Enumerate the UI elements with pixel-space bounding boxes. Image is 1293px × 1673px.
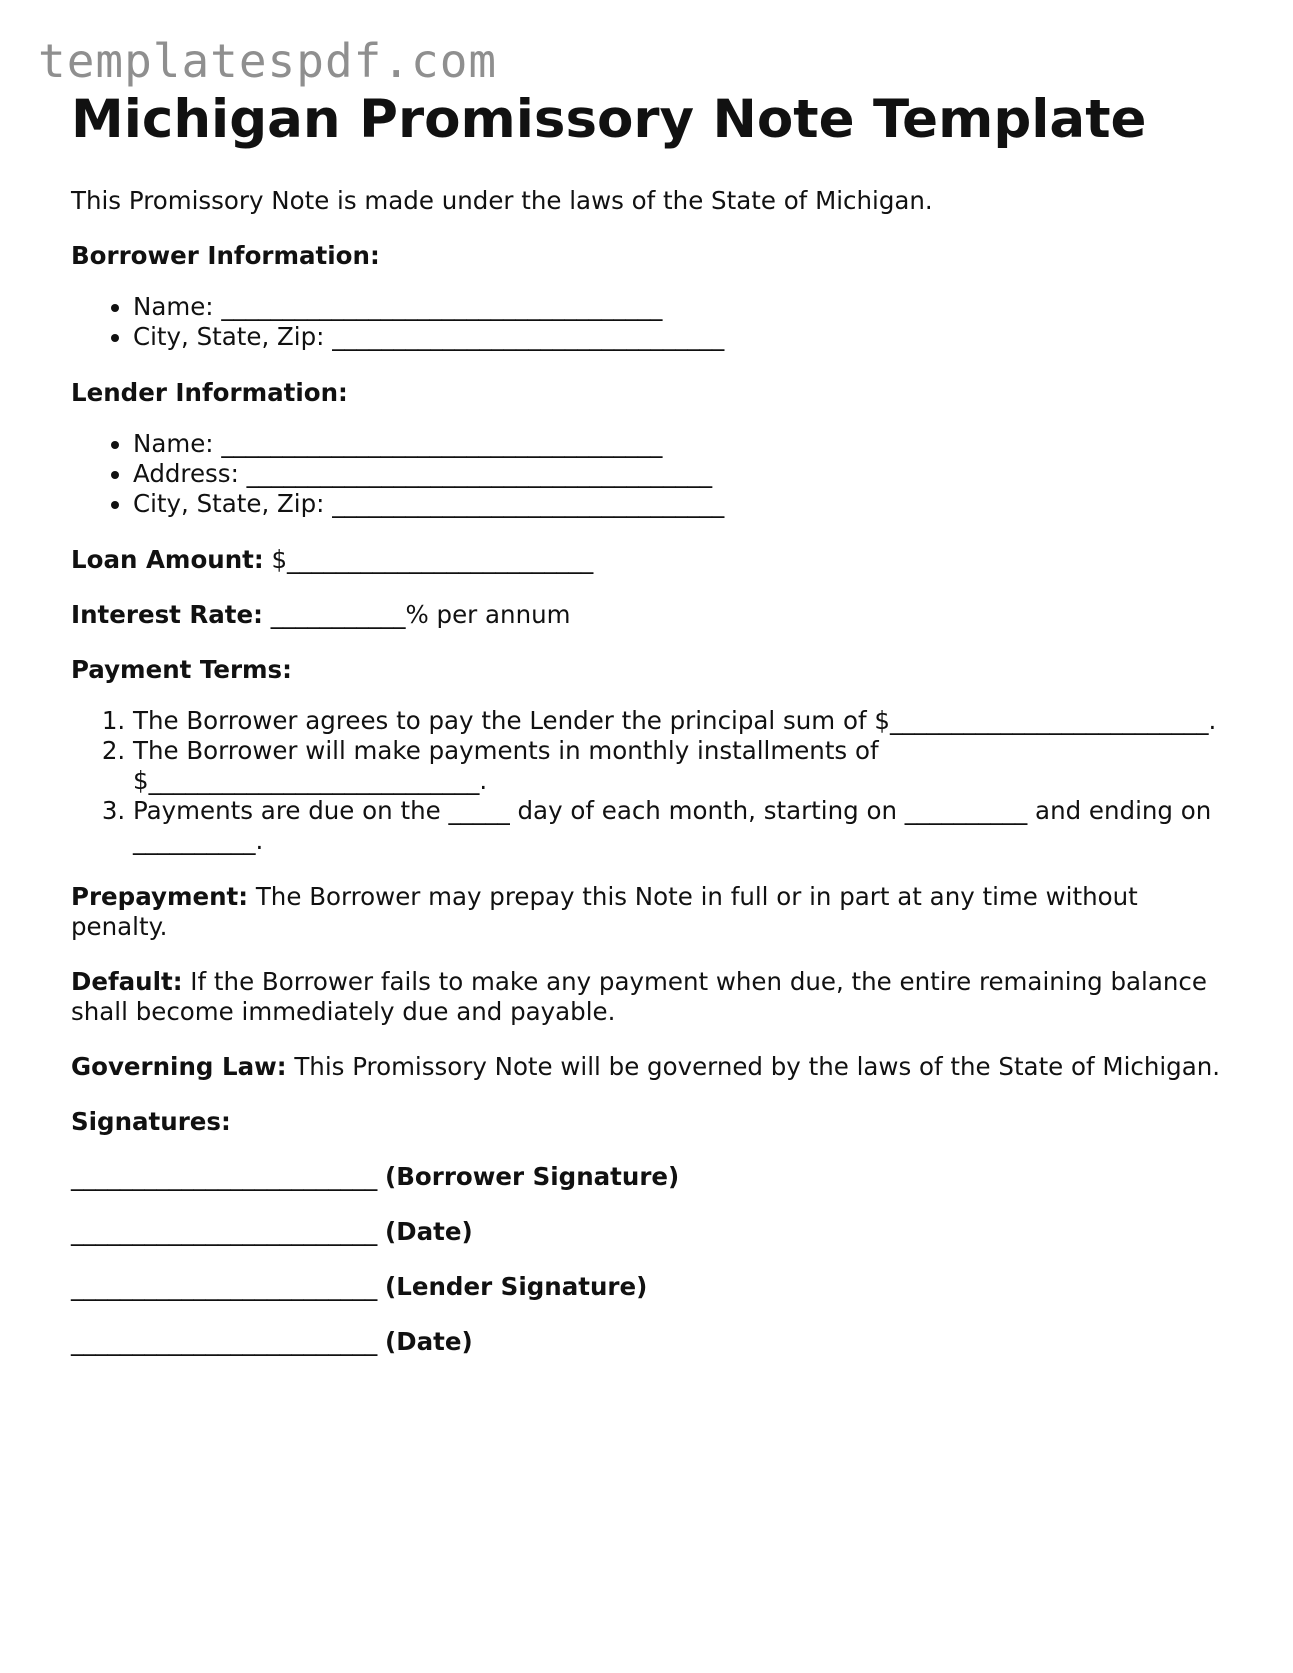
prepayment-text: The Borrower may prepay this Note in full or in part at any time without penalty. [71, 882, 1138, 941]
signature-caption: (Date) [385, 1327, 473, 1356]
prepayment-label: Prepayment: [71, 882, 249, 911]
loan-amount-value: $_________________________ [271, 545, 594, 574]
default-text: If the Borrower fails to make any payment when due, the entire remaining balance shall become immediately due and payable. [71, 967, 1207, 1026]
signature-caption: (Date) [385, 1217, 473, 1246]
intro-text: This Promissory Note is made under the laws of the State of Michigan. [71, 186, 933, 215]
payment-terms-heading: Payment Terms: [71, 655, 292, 684]
signature-caption: (Borrower Signature) [385, 1162, 680, 1191]
lender-heading: Lender Information: [71, 378, 348, 407]
prepayment-clause [71, 882, 1221, 942]
payment-term-item: 1. The Borrower agrees to pay the Lender the principal sum of $__________________________. [133, 706, 1221, 736]
interest-rate-value: ___________% per annum [270, 600, 571, 629]
governing-law-label: Governing Law: [71, 1052, 287, 1081]
payment-term-item: 3. Payments are due on the _____ day of each month, starting on __________ and ending on __________. [133, 796, 1221, 856]
borrower-city-field: • City, State, Zip: ________________________________ [133, 322, 1221, 352]
page-title: Michigan Promissory Note Template [71, 89, 1147, 150]
payment-term-item: 2. The Borrower will make payments in monthly installments of $___________________________. [133, 736, 1221, 796]
governing-law-text: This Promissory Note will be governed by the laws of the State of Michigan. [294, 1052, 1221, 1081]
loan-amount-label: Loan Amount: [71, 545, 264, 574]
default-label: Default: [71, 967, 183, 996]
interest-rate [71, 600, 1221, 630]
signature-caption: (Lender Signature) [385, 1272, 648, 1301]
borrower-heading: Borrower Information: [71, 241, 380, 270]
borrower-date-row [71, 1217, 1221, 1247]
borrower-signature-row [71, 1162, 1221, 1192]
default-clause [71, 967, 1221, 1027]
signature-line: _________________________ [71, 1162, 378, 1191]
loan-amount [71, 545, 1221, 575]
signature-line: _________________________ [71, 1272, 378, 1301]
interest-rate-label: Interest Rate: [71, 600, 263, 629]
watermark: templatespdf.com [38, 34, 498, 88]
signatures-heading: Signatures: [71, 1107, 231, 1136]
lender-signature-row [71, 1272, 1221, 1302]
document [71, 90, 1221, 1382]
borrower-name-field: • Name: ____________________________________ [133, 292, 1221, 322]
lender-name-field: • Name: ____________________________________ [133, 429, 1221, 459]
lender-fields [71, 429, 1221, 519]
lender-city-field: • City, State, Zip: ________________________________ [133, 489, 1221, 519]
signature-line: _________________________ [71, 1327, 378, 1356]
lender-address-field: • Address: ______________________________________ [133, 459, 1221, 489]
governing-law-clause [71, 1052, 1221, 1082]
lender-date-row [71, 1327, 1221, 1357]
payment-terms-list [71, 706, 1221, 856]
borrower-fields [71, 292, 1221, 352]
signature-line: _________________________ [71, 1217, 378, 1246]
